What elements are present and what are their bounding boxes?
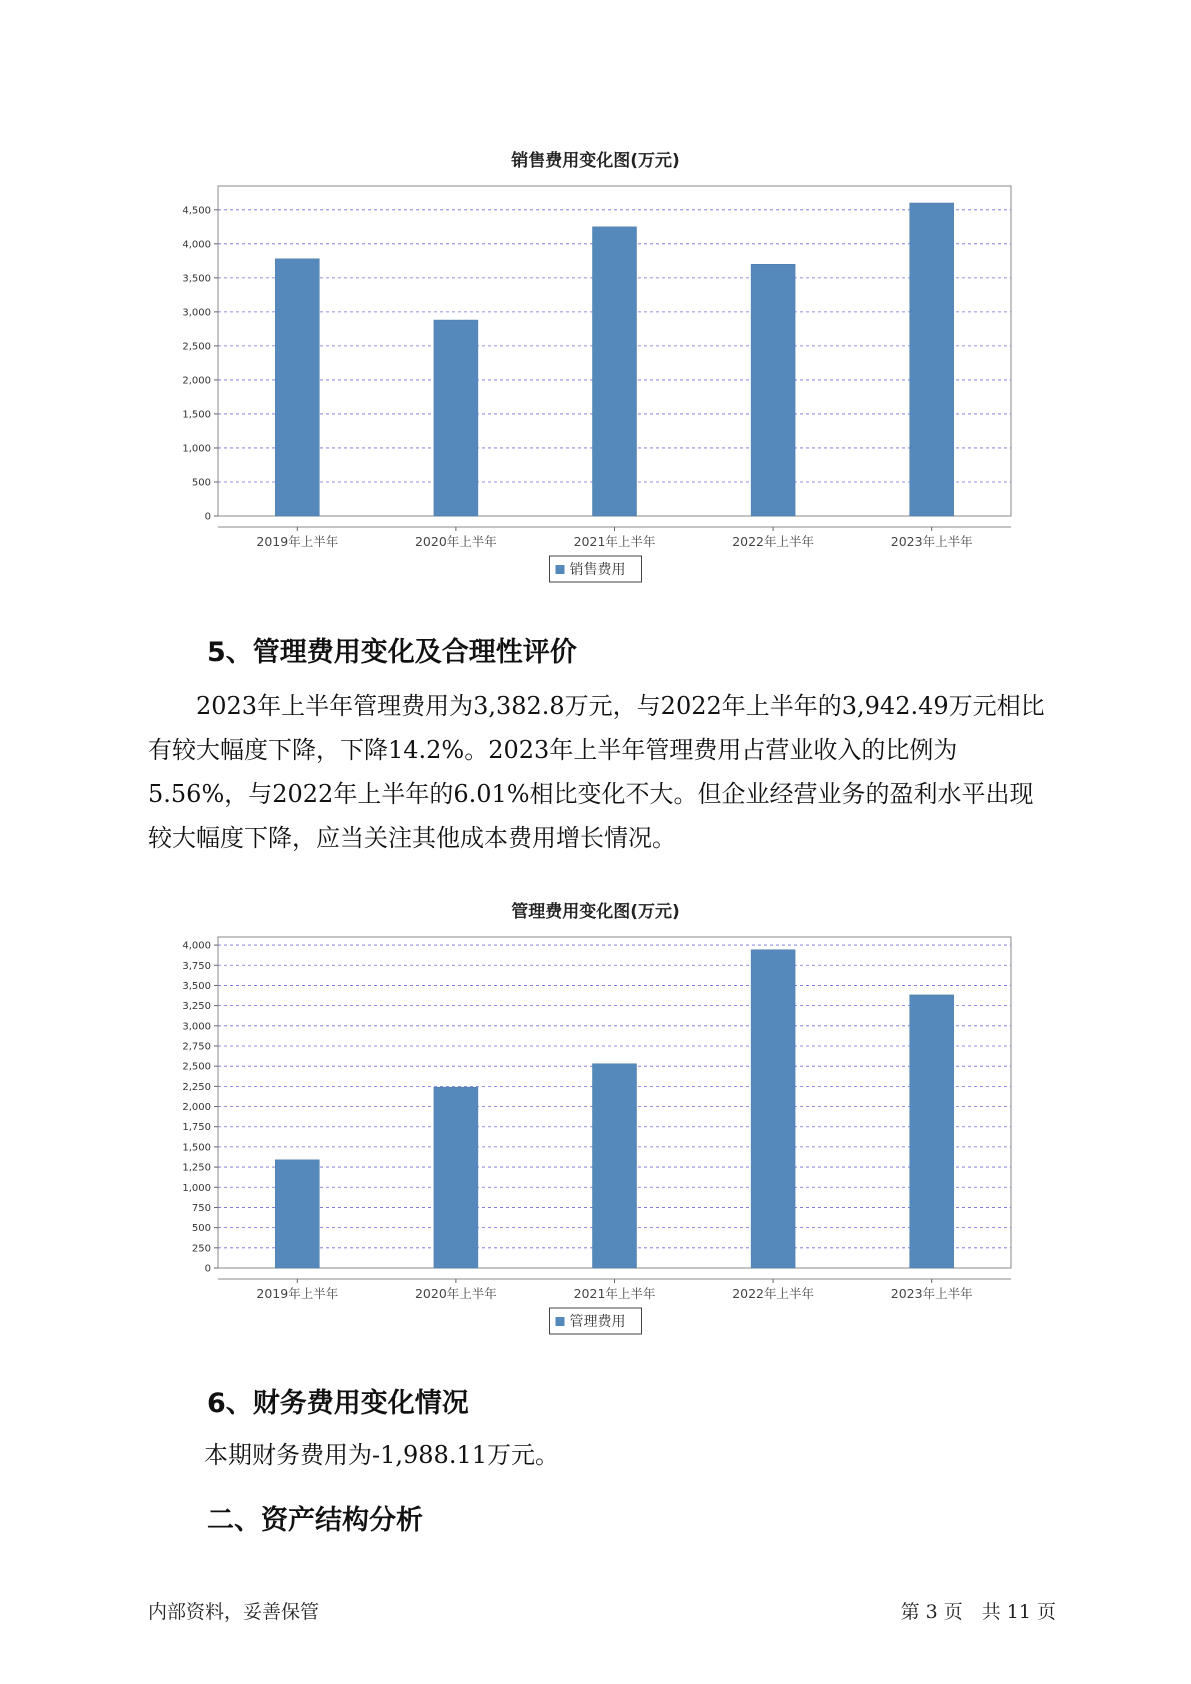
y-tick-label: 4,000 bbox=[182, 239, 211, 251]
bar bbox=[751, 264, 795, 516]
x-tick-label: 2019年上半年 bbox=[256, 534, 339, 549]
x-tick-label: 2020年上半年 bbox=[414, 1286, 497, 1301]
legend-swatch bbox=[556, 565, 565, 574]
section-5-heading: 5、管理费用变化及合理性评价 bbox=[207, 637, 577, 668]
y-tick-label: 3,750 bbox=[182, 960, 211, 972]
y-tick-label: 2,500 bbox=[182, 1061, 211, 1073]
y-tick-label: 1,250 bbox=[182, 1162, 211, 1174]
legend-label: 管理费用 bbox=[569, 1314, 626, 1330]
chart-title-sales: 销售费用变化图(万元) bbox=[511, 151, 680, 171]
y-tick-label: 4,500 bbox=[182, 205, 211, 217]
x-tick-label: 2023年上半年 bbox=[890, 1286, 973, 1301]
section-6-body: 本期财务费用为-1,988.11万元。 bbox=[204, 1441, 559, 1469]
bar bbox=[593, 1064, 637, 1268]
y-tick-label: 2,000 bbox=[182, 375, 211, 387]
y-tick-label: 1,500 bbox=[182, 409, 211, 421]
y-tick-label: 3,250 bbox=[182, 1001, 211, 1013]
y-tick-label: 500 bbox=[191, 1223, 211, 1235]
chart-title-admin: 管理费用变化图(万元) bbox=[511, 902, 680, 922]
admin-expense-chart bbox=[0, 925, 1191, 1350]
x-tick-label: 2023年上半年 bbox=[890, 534, 973, 549]
y-tick-label: 1,000 bbox=[182, 1182, 211, 1194]
y-tick-label: 0 bbox=[204, 511, 211, 523]
legend bbox=[550, 556, 642, 582]
y-tick-label: 250 bbox=[191, 1243, 211, 1255]
y-tick-label: 2,750 bbox=[182, 1041, 211, 1053]
x-tick-label: 2019年上半年 bbox=[256, 1286, 339, 1301]
legend-swatch bbox=[556, 1317, 565, 1326]
y-tick-label: 0 bbox=[204, 1263, 211, 1275]
y-tick-label: 2,500 bbox=[182, 341, 211, 353]
section-5-body: 2023年上半年管理费用为3,382.8万元，与2022年上半年的3,942.49万元相比有较大幅度下降，下降14.2%。2023年上半年管理费用占营业收入的比例为5.56%，与2022年上半年的6.01%相比变化不大。但企业经营业务的盈利水平出现较大幅度下降，应当关注其他成本费用增长情况。 bbox=[148, 692, 1045, 852]
x-tick-label: 2022年上半年 bbox=[732, 534, 815, 549]
y-tick-label: 3,000 bbox=[182, 307, 211, 319]
bar bbox=[275, 259, 319, 516]
y-tick-label: 4,000 bbox=[182, 940, 211, 952]
bar bbox=[434, 1087, 478, 1268]
y-tick-label: 2,000 bbox=[182, 1102, 211, 1114]
x-tick-label: 2021年上半年 bbox=[573, 1286, 656, 1301]
sales-expense-chart bbox=[0, 175, 1191, 605]
bar bbox=[434, 320, 478, 516]
y-tick-label: 3,500 bbox=[182, 273, 211, 285]
bar bbox=[593, 227, 637, 516]
footer-left: 内部资料，妥善保管 bbox=[148, 1601, 320, 1623]
x-tick-label: 2022年上半年 bbox=[732, 1286, 815, 1301]
section-two-heading: 二、资产结构分析 bbox=[207, 1505, 423, 1536]
bar bbox=[910, 995, 954, 1268]
y-tick-label: 1,000 bbox=[182, 443, 211, 455]
footer-right: 第 3 页 共 11 页 bbox=[900, 1601, 1056, 1623]
y-tick-label: 3,500 bbox=[182, 980, 211, 992]
x-tick-label: 2021年上半年 bbox=[573, 534, 656, 549]
y-tick-label: 1,500 bbox=[182, 1142, 211, 1154]
y-tick-label: 2,250 bbox=[182, 1081, 211, 1093]
x-tick-label: 2020年上半年 bbox=[414, 534, 497, 549]
legend bbox=[550, 1308, 642, 1334]
y-tick-label: 750 bbox=[191, 1202, 211, 1214]
bar bbox=[275, 1160, 319, 1268]
section-6-heading: 6、财务费用变化情况 bbox=[207, 1388, 469, 1419]
legend-label: 销售费用 bbox=[569, 562, 626, 578]
y-tick-label: 500 bbox=[191, 477, 211, 489]
bar bbox=[910, 203, 954, 516]
y-tick-label: 1,750 bbox=[182, 1122, 211, 1134]
y-tick-label: 3,000 bbox=[182, 1021, 211, 1033]
bar bbox=[751, 950, 795, 1268]
